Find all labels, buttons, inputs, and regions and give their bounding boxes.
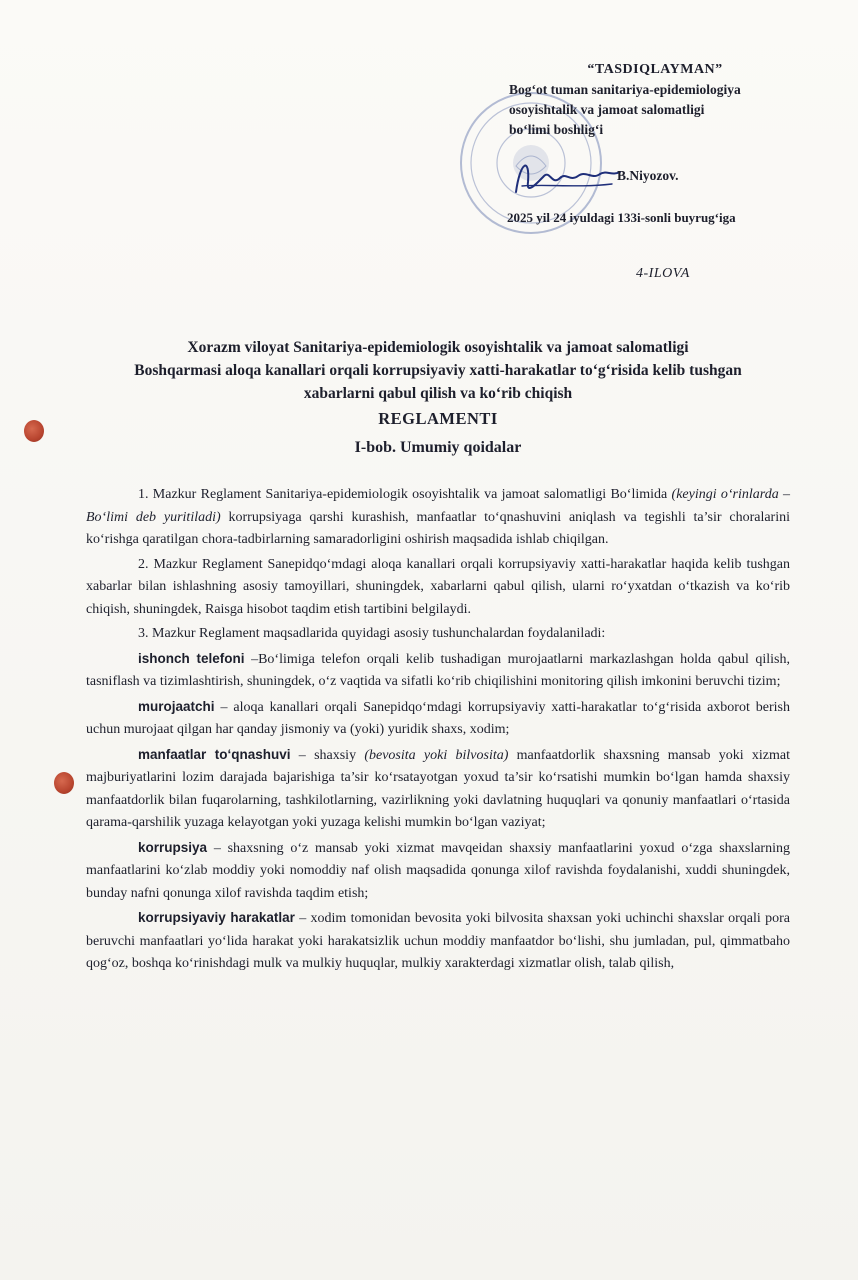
- title-line1: Xorazm viloyat Sanitariya-epidemiologik osoyishtalik va jamoat salomatligi: [187, 339, 689, 356]
- approval-block: [505, 60, 805, 228]
- chapter-heading: I-bob. Umumiy qoidalar: [354, 439, 522, 456]
- approval-org-line1: Bog‘ot tuman sanitariya-epidemiologiya: [509, 82, 741, 97]
- binder-hole-top: [24, 420, 44, 442]
- definition-korrupsiya: korrupsiya – shaxsning o‘z mansab yoki xizmat mavqeidan shaxsiy manfaatlarini yoxud o‘zga shaxslarning manfaatlarini ko‘zlab moddiy yoki nomoddiy naf olish maqsadida qonunga xilof ravishda foydalanishi, xuddi shuningdek, bunday nafni qonunga xilof ravishda taqdim etish;: [86, 839, 790, 901]
- paragraph-2: 2. Mazkur Reglament Sanepidqo‘mdagi aloqa kanallari orqali korrupsiyaviy xatti-harakatlar haqida kelib tushgan xabarlar bilan ishlashning asosiy tamoyillari, shuningdek, xabarlarni qabul qilish, ularni ro‘yxatdan o‘tkazish va ko‘rib chiqish, shuningdek, Raisga hisobot taqdim etish tartibini belgilaydi.: [86, 556, 790, 617]
- annex-label: 4-ILOVA: [636, 266, 690, 281]
- signatory-name: B.Niyozov.: [617, 168, 679, 183]
- approval-heading: “TASDIQLAYMAN”: [587, 62, 723, 77]
- document-body: [86, 484, 790, 978]
- paragraph-1: 1. Mazkur Reglament Sanitariya-epidemiologik osoyishtalik va jamoat salomatligi Bo‘limida (keyingi o‘rinlarda – Bo‘limi deb yuritiladi) korrupsiyaga qarshi kurashish, manfaatlar to‘qnashuvini aniqlash va tegishli ta’sir choralarini ko‘rishga qaratilgan chora-tadbirlarning samaradorligini oshirish maqsadida ishlab chiqilgan.: [86, 487, 791, 547]
- definition-murojaatchi: murojaatchi – aloqa kanallari orqali Sanepidqo‘mdagi korrupsiyaviy xatti-harakatlar to‘g‘risida axborot berish uchun murojaat qilgan har qanday jismoniy va (yoki) yuridik shaxs, xodim;: [86, 698, 790, 737]
- title-reglament: REGLAMENTI: [378, 409, 498, 428]
- document-title: [80, 336, 796, 459]
- binder-hole-bottom: [54, 772, 74, 794]
- paragraph-3: 3. Mazkur Reglament maqsadlarida quyidagi asosiy tushunchalardan foydalaniladi:: [138, 626, 606, 641]
- definition-ishonch-telefoni: ishonch telefoni –Bo‘limiga telefon orqali kelib tushadigan murojaatlarni markazlashgan holda qabul qilish, tasniflash va tizimlashtirish, shuningdek, o‘z vaqtida va sifatli ko‘rib chiqilishini monitoring qilish imkonini beruvchi tizim;: [86, 650, 790, 689]
- title-line2: Boshqarmasi aloqa kanallari orqali korrupsiyaviy xatti-harakatlar to‘g‘risida kelib tushgan: [134, 362, 742, 379]
- title-line3: xabarlarni qabul qilish va ko‘rib chiqish: [303, 385, 573, 402]
- definition-korrupsiyaviy-harakatlar: korrupsiyaviy harakatlar – xodim tomonidan bevosita yoki bilvosita shaxsan yoki uchinchi shaxslar orqali pora beruvchi manfaatlari yo‘lida harakat yoki harakatsizlik uchun moddiy manfaatdor bo‘lishi, shu jumladan, pul, qimmatbaho qog‘oz, boshqa ko‘rinishdagi mulk va mulkiy huquqlar, mulkiy xarakterdagi xizmatlar olish, talab qilish,: [86, 910, 790, 971]
- approval-org-line2: osoyishtalik va jamoat salomatligi: [509, 102, 705, 117]
- definition-manfaatlar-toqnashuvi: manfaatlar to‘qnashuvi – shaxsiy (bevosita yoki bilvosita) manfaatdorlik shaxsning mansab yoki xizmat majburiyatlarini lozim darajada bajarishiga ta’sir ko‘rsatayotgan yoxud ta’sir ko‘rsatishi mumkin bo‘lgan hamda shaxsiy manfaatdorlik bilan fuqarolarning, tashkilotlarning, vazirlikning yoki davlatning huquqlari va qonuniy manfaatlari o‘rtasida qarama-qarshilik yuzaga kelayotgan yoki yuzaga kelishi mumkin bo‘lgan vaziyat;: [86, 746, 790, 830]
- order-reference: 2025 yil 24 iyuldagi 133i-sonli buyrug‘iga: [507, 210, 736, 225]
- approval-org-line3: bo‘limi boshlig‘i: [509, 122, 604, 137]
